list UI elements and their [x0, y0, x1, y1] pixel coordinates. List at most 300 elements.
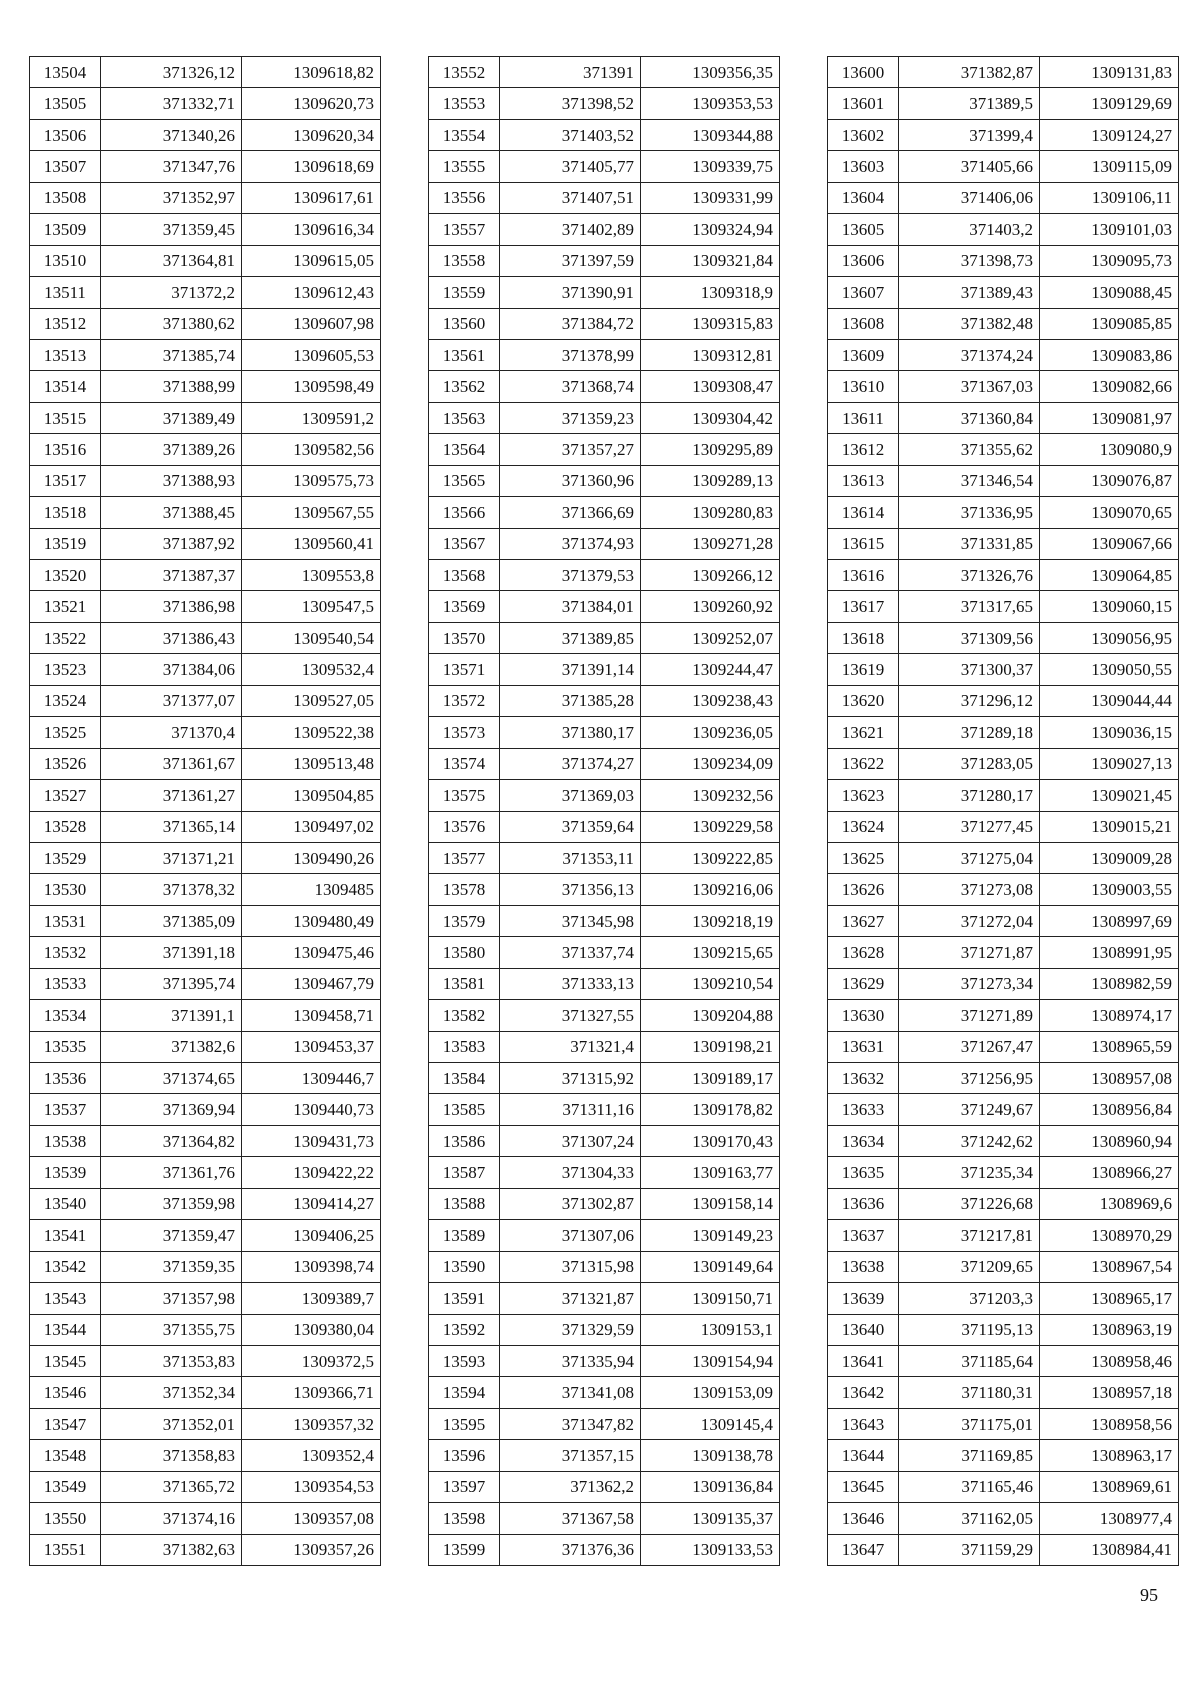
point-number-cell: 13625 — [828, 842, 899, 873]
point-number-cell: 13505 — [30, 88, 101, 119]
table-row — [429, 57, 780, 88]
x-coordinate-cell: 371226,68 — [899, 1188, 1040, 1219]
point-number-cell: 13509 — [30, 214, 101, 245]
y-coordinate-cell: 1309497,02 — [242, 811, 381, 842]
point-number-cell: 13630 — [828, 1000, 899, 1031]
x-coordinate-cell: 371326,12 — [101, 57, 242, 88]
x-coordinate-cell: 371337,74 — [500, 937, 641, 968]
table-row — [30, 654, 381, 685]
point-number-cell: 13540 — [30, 1188, 101, 1219]
x-coordinate-cell: 371317,65 — [899, 591, 1040, 622]
point-number-cell: 13644 — [828, 1440, 899, 1471]
x-coordinate-cell: 371374,27 — [500, 748, 641, 779]
x-coordinate-cell: 371405,77 — [500, 151, 641, 182]
point-number-cell: 13529 — [30, 842, 101, 873]
table-row — [828, 339, 1179, 370]
x-coordinate-cell: 371382,6 — [101, 1031, 242, 1062]
y-coordinate-cell: 1308957,08 — [1040, 1063, 1179, 1094]
point-number-cell: 13508 — [30, 182, 101, 213]
point-number-cell: 13531 — [30, 905, 101, 936]
table-row — [30, 57, 381, 88]
point-number-cell: 13615 — [828, 528, 899, 559]
point-number-cell: 13640 — [828, 1314, 899, 1345]
point-number-cell: 13567 — [429, 528, 500, 559]
y-coordinate-cell: 1309081,97 — [1040, 402, 1179, 433]
x-coordinate-cell: 371267,47 — [899, 1031, 1040, 1062]
y-coordinate-cell: 1309070,65 — [1040, 497, 1179, 528]
point-number-cell: 13568 — [429, 560, 500, 591]
y-coordinate-cell: 1309616,34 — [242, 214, 381, 245]
point-number-cell: 13538 — [30, 1125, 101, 1156]
y-coordinate-cell: 1309618,69 — [242, 151, 381, 182]
table-row — [30, 1157, 381, 1188]
table-row — [828, 214, 1179, 245]
point-number-cell: 13614 — [828, 497, 899, 528]
point-number-cell: 13576 — [429, 811, 500, 842]
page-number: 95 — [1140, 1585, 1158, 1605]
table-row — [429, 560, 780, 591]
x-coordinate-cell: 371283,05 — [899, 748, 1040, 779]
point-number-cell: 13611 — [828, 402, 899, 433]
point-number-cell: 13586 — [429, 1125, 500, 1156]
y-coordinate-cell: 1309532,4 — [242, 654, 381, 685]
x-coordinate-cell: 371385,74 — [101, 339, 242, 370]
table-row — [30, 1314, 381, 1345]
point-number-cell: 13620 — [828, 685, 899, 716]
table-row — [828, 1220, 1179, 1251]
y-coordinate-cell: 1308956,84 — [1040, 1094, 1179, 1125]
x-coordinate-cell: 371361,76 — [101, 1157, 242, 1188]
point-number-cell: 13570 — [429, 622, 500, 653]
table-row — [429, 1283, 780, 1314]
coordinates-table-right — [827, 56, 1179, 1566]
table-row — [30, 842, 381, 873]
table-row — [429, 371, 780, 402]
x-coordinate-cell: 371387,92 — [101, 528, 242, 559]
y-coordinate-cell: 1308958,56 — [1040, 1408, 1179, 1439]
point-number-cell: 13556 — [429, 182, 500, 213]
y-coordinate-cell: 1309252,07 — [641, 622, 780, 653]
x-coordinate-cell: 371357,27 — [500, 434, 641, 465]
point-number-cell: 13592 — [429, 1314, 500, 1345]
y-coordinate-cell: 1308957,18 — [1040, 1377, 1179, 1408]
point-number-cell: 13507 — [30, 151, 101, 182]
table-row — [828, 1314, 1179, 1345]
point-number-cell: 13639 — [828, 1283, 899, 1314]
point-number-cell: 13645 — [828, 1471, 899, 1502]
x-coordinate-cell: 371353,83 — [101, 1345, 242, 1376]
x-coordinate-cell: 371302,87 — [500, 1188, 641, 1219]
table-row — [828, 1471, 1179, 1502]
y-coordinate-cell: 1309124,27 — [1040, 119, 1179, 150]
table-row — [828, 1031, 1179, 1062]
x-coordinate-cell: 371359,98 — [101, 1188, 242, 1219]
x-coordinate-cell: 371347,76 — [101, 151, 242, 182]
table-row — [429, 1031, 780, 1062]
x-coordinate-cell: 371361,67 — [101, 748, 242, 779]
y-coordinate-cell: 1309136,84 — [641, 1471, 780, 1502]
x-coordinate-cell: 371369,94 — [101, 1094, 242, 1125]
y-coordinate-cell: 1309406,25 — [242, 1220, 381, 1251]
point-number-cell: 13575 — [429, 780, 500, 811]
x-coordinate-cell: 371376,36 — [500, 1534, 641, 1565]
y-coordinate-cell: 1309150,71 — [641, 1283, 780, 1314]
x-coordinate-cell: 371384,72 — [500, 308, 641, 339]
point-number-cell: 13524 — [30, 685, 101, 716]
table-row — [828, 1251, 1179, 1282]
point-number-cell: 13569 — [429, 591, 500, 622]
x-coordinate-cell: 371374,16 — [101, 1503, 242, 1534]
y-coordinate-cell: 1309357,26 — [242, 1534, 381, 1565]
x-coordinate-cell: 371367,03 — [899, 371, 1040, 402]
y-coordinate-cell: 1308982,59 — [1040, 968, 1179, 999]
y-coordinate-cell: 1309178,82 — [641, 1094, 780, 1125]
x-coordinate-cell: 371249,67 — [899, 1094, 1040, 1125]
y-coordinate-cell: 1309229,58 — [641, 811, 780, 842]
x-coordinate-cell: 371352,01 — [101, 1408, 242, 1439]
table-row — [828, 968, 1179, 999]
x-coordinate-cell: 371366,69 — [500, 497, 641, 528]
point-number-cell: 13599 — [429, 1534, 500, 1565]
table-row — [828, 1503, 1179, 1534]
point-number-cell: 13553 — [429, 88, 500, 119]
point-number-cell: 13606 — [828, 245, 899, 276]
x-coordinate-cell: 371162,05 — [899, 1503, 1040, 1534]
y-coordinate-cell: 1308997,69 — [1040, 905, 1179, 936]
x-coordinate-cell: 371377,07 — [101, 685, 242, 716]
x-coordinate-cell: 371345,98 — [500, 905, 641, 936]
y-coordinate-cell: 1309480,49 — [242, 905, 381, 936]
table-row — [30, 937, 381, 968]
y-coordinate-cell: 1309582,56 — [242, 434, 381, 465]
y-coordinate-cell: 1309312,81 — [641, 339, 780, 370]
table-row — [828, 654, 1179, 685]
table-row — [30, 1283, 381, 1314]
table-row — [429, 277, 780, 308]
point-number-cell: 13560 — [429, 308, 500, 339]
point-number-cell: 13626 — [828, 874, 899, 905]
table-row — [828, 1125, 1179, 1156]
table-row — [828, 1345, 1179, 1376]
y-coordinate-cell: 1309321,84 — [641, 245, 780, 276]
point-number-cell: 13518 — [30, 497, 101, 528]
point-number-cell: 13504 — [30, 57, 101, 88]
point-number-cell: 13603 — [828, 151, 899, 182]
point-number-cell: 13510 — [30, 245, 101, 276]
x-coordinate-cell: 371399,4 — [899, 119, 1040, 150]
point-number-cell: 13631 — [828, 1031, 899, 1062]
y-coordinate-cell: 1309163,77 — [641, 1157, 780, 1188]
y-coordinate-cell: 1309331,99 — [641, 182, 780, 213]
x-coordinate-cell: 371321,87 — [500, 1283, 641, 1314]
x-coordinate-cell: 371217,81 — [899, 1220, 1040, 1251]
point-number-cell: 13582 — [429, 1000, 500, 1031]
table-row — [828, 1283, 1179, 1314]
point-number-cell: 13597 — [429, 1471, 500, 1502]
point-number-cell: 13561 — [429, 339, 500, 370]
table-row — [30, 1000, 381, 1031]
y-coordinate-cell: 1309513,48 — [242, 748, 381, 779]
x-coordinate-cell: 371386,98 — [101, 591, 242, 622]
point-number-cell: 13528 — [30, 811, 101, 842]
y-coordinate-cell: 1309366,71 — [242, 1377, 381, 1408]
y-coordinate-cell: 1309353,53 — [641, 88, 780, 119]
x-coordinate-cell: 371398,73 — [899, 245, 1040, 276]
x-coordinate-cell: 371336,95 — [899, 497, 1040, 528]
table-row — [429, 937, 780, 968]
point-number-cell: 13604 — [828, 182, 899, 213]
point-number-cell: 13558 — [429, 245, 500, 276]
point-number-cell: 13613 — [828, 465, 899, 496]
point-number-cell: 13588 — [429, 1188, 500, 1219]
y-coordinate-cell: 1309339,75 — [641, 151, 780, 182]
point-number-cell: 13634 — [828, 1125, 899, 1156]
y-coordinate-cell: 1308963,17 — [1040, 1440, 1179, 1471]
point-number-cell: 13555 — [429, 151, 500, 182]
point-number-cell: 13635 — [828, 1157, 899, 1188]
point-number-cell: 13549 — [30, 1471, 101, 1502]
x-coordinate-cell: 371277,45 — [899, 811, 1040, 842]
point-number-cell: 13632 — [828, 1063, 899, 1094]
point-number-cell: 13598 — [429, 1503, 500, 1534]
point-number-cell: 13552 — [429, 57, 500, 88]
table-row — [828, 151, 1179, 182]
x-coordinate-cell: 371185,64 — [899, 1345, 1040, 1376]
table-row — [30, 968, 381, 999]
y-coordinate-cell: 1309153,09 — [641, 1377, 780, 1408]
y-coordinate-cell: 1309615,05 — [242, 245, 381, 276]
point-number-cell: 13523 — [30, 654, 101, 685]
y-coordinate-cell: 1309458,71 — [242, 1000, 381, 1031]
x-coordinate-cell: 371365,14 — [101, 811, 242, 842]
x-coordinate-cell: 371362,2 — [500, 1471, 641, 1502]
table-row — [828, 717, 1179, 748]
point-number-cell: 13566 — [429, 497, 500, 528]
table-row — [30, 1503, 381, 1534]
y-coordinate-cell: 1309234,09 — [641, 748, 780, 779]
table-row — [429, 874, 780, 905]
table-row — [828, 245, 1179, 276]
x-coordinate-cell: 371385,28 — [500, 685, 641, 716]
table-row — [429, 402, 780, 433]
y-coordinate-cell: 1309149,23 — [641, 1220, 780, 1251]
point-number-cell: 13511 — [30, 277, 101, 308]
point-number-cell: 13583 — [429, 1031, 500, 1062]
point-number-cell: 13564 — [429, 434, 500, 465]
point-number-cell: 13616 — [828, 560, 899, 591]
point-number-cell: 13559 — [429, 277, 500, 308]
x-coordinate-cell: 371406,06 — [899, 182, 1040, 213]
x-coordinate-cell: 371388,93 — [101, 465, 242, 496]
table-row — [30, 151, 381, 182]
point-number-cell: 13627 — [828, 905, 899, 936]
point-number-cell: 13550 — [30, 1503, 101, 1534]
y-coordinate-cell: 1309021,45 — [1040, 780, 1179, 811]
x-coordinate-cell: 371407,51 — [500, 182, 641, 213]
table-row — [429, 748, 780, 779]
table-row — [828, 874, 1179, 905]
table-row — [828, 685, 1179, 716]
table-row — [828, 560, 1179, 591]
point-number-cell: 13641 — [828, 1345, 899, 1376]
x-coordinate-cell: 371368,74 — [500, 371, 641, 402]
y-coordinate-cell: 1309567,55 — [242, 497, 381, 528]
table-row — [828, 497, 1179, 528]
y-coordinate-cell: 1309085,85 — [1040, 308, 1179, 339]
point-number-cell: 13633 — [828, 1094, 899, 1125]
point-number-cell: 13537 — [30, 1094, 101, 1125]
x-coordinate-cell: 371280,17 — [899, 780, 1040, 811]
y-coordinate-cell: 1308967,54 — [1040, 1251, 1179, 1282]
y-coordinate-cell: 1309106,11 — [1040, 182, 1179, 213]
table-row — [429, 1503, 780, 1534]
x-coordinate-cell: 371353,11 — [500, 842, 641, 873]
table-row — [30, 591, 381, 622]
table-row — [30, 874, 381, 905]
y-coordinate-cell: 1309076,87 — [1040, 465, 1179, 496]
y-coordinate-cell: 1309547,5 — [242, 591, 381, 622]
y-coordinate-cell: 1309431,73 — [242, 1125, 381, 1156]
y-coordinate-cell: 1309598,49 — [242, 371, 381, 402]
table-row — [828, 1157, 1179, 1188]
point-number-cell: 13622 — [828, 748, 899, 779]
table-row — [30, 88, 381, 119]
x-coordinate-cell: 371271,89 — [899, 1000, 1040, 1031]
y-coordinate-cell: 1309620,73 — [242, 88, 381, 119]
table-row — [429, 1188, 780, 1219]
point-number-cell: 13629 — [828, 968, 899, 999]
table-row — [429, 308, 780, 339]
point-number-cell: 13534 — [30, 1000, 101, 1031]
point-number-cell: 13618 — [828, 622, 899, 653]
x-coordinate-cell: 371359,47 — [101, 1220, 242, 1251]
y-coordinate-cell: 1309357,08 — [242, 1503, 381, 1534]
table-row — [30, 277, 381, 308]
y-coordinate-cell: 1309440,73 — [242, 1094, 381, 1125]
point-number-cell: 13520 — [30, 560, 101, 591]
table-row — [828, 1440, 1179, 1471]
x-coordinate-cell: 371273,08 — [899, 874, 1040, 905]
x-coordinate-cell: 371397,59 — [500, 245, 641, 276]
table-row — [828, 182, 1179, 213]
y-coordinate-cell: 1308970,29 — [1040, 1220, 1179, 1251]
x-coordinate-cell: 371360,96 — [500, 465, 641, 496]
table-row — [429, 1345, 780, 1376]
table-row — [30, 434, 381, 465]
x-coordinate-cell: 371389,85 — [500, 622, 641, 653]
table-row — [429, 151, 780, 182]
x-coordinate-cell: 371403,2 — [899, 214, 1040, 245]
point-number-cell: 13573 — [429, 717, 500, 748]
table-row — [429, 245, 780, 276]
x-coordinate-cell: 371374,24 — [899, 339, 1040, 370]
x-coordinate-cell: 371300,37 — [899, 654, 1040, 685]
table-row — [30, 1125, 381, 1156]
table-row — [429, 1063, 780, 1094]
x-coordinate-cell: 371341,08 — [500, 1377, 641, 1408]
table-row — [828, 308, 1179, 339]
table-row — [828, 842, 1179, 873]
point-number-cell: 13527 — [30, 780, 101, 811]
point-number-cell: 13578 — [429, 874, 500, 905]
point-number-cell: 13514 — [30, 371, 101, 402]
point-number-cell: 13547 — [30, 1408, 101, 1439]
point-number-cell: 13590 — [429, 1251, 500, 1282]
x-coordinate-cell: 371256,95 — [899, 1063, 1040, 1094]
coordinates-table-left — [29, 56, 381, 1566]
point-number-cell: 13591 — [429, 1283, 500, 1314]
y-coordinate-cell: 1309318,9 — [641, 277, 780, 308]
y-coordinate-cell: 1309289,13 — [641, 465, 780, 496]
x-coordinate-cell: 371382,63 — [101, 1534, 242, 1565]
table-row — [429, 182, 780, 213]
x-coordinate-cell: 371386,43 — [101, 622, 242, 653]
x-coordinate-cell: 371390,91 — [500, 277, 641, 308]
point-number-cell: 13623 — [828, 780, 899, 811]
y-coordinate-cell: 1309215,65 — [641, 937, 780, 968]
table-row — [828, 88, 1179, 119]
point-number-cell: 13581 — [429, 968, 500, 999]
x-coordinate-cell: 371365,72 — [101, 1471, 242, 1502]
point-number-cell: 13605 — [828, 214, 899, 245]
y-coordinate-cell: 1309003,55 — [1040, 874, 1179, 905]
point-number-cell: 13642 — [828, 1377, 899, 1408]
point-number-cell: 13535 — [30, 1031, 101, 1062]
table-row — [828, 119, 1179, 150]
point-number-cell: 13519 — [30, 528, 101, 559]
x-coordinate-cell: 371165,46 — [899, 1471, 1040, 1502]
table-row — [30, 1377, 381, 1408]
y-coordinate-cell: 1309389,7 — [242, 1283, 381, 1314]
table-row — [429, 1125, 780, 1156]
point-number-cell: 13628 — [828, 937, 899, 968]
y-coordinate-cell: 1309154,94 — [641, 1345, 780, 1376]
x-coordinate-cell: 371358,83 — [101, 1440, 242, 1471]
table-row — [429, 968, 780, 999]
table-row — [828, 1377, 1179, 1408]
point-number-cell: 13579 — [429, 905, 500, 936]
point-number-cell: 13601 — [828, 88, 899, 119]
y-coordinate-cell: 1309129,69 — [1040, 88, 1179, 119]
table-row — [429, 88, 780, 119]
x-coordinate-cell: 371175,01 — [899, 1408, 1040, 1439]
table-row — [828, 622, 1179, 653]
y-coordinate-cell: 1309244,47 — [641, 654, 780, 685]
table-row — [30, 1471, 381, 1502]
table-row — [30, 1220, 381, 1251]
x-coordinate-cell: 371346,54 — [899, 465, 1040, 496]
x-coordinate-cell: 371371,21 — [101, 842, 242, 873]
x-coordinate-cell: 371352,97 — [101, 182, 242, 213]
x-coordinate-cell: 371398,52 — [500, 88, 641, 119]
x-coordinate-cell: 371333,13 — [500, 968, 641, 999]
x-coordinate-cell: 371372,2 — [101, 277, 242, 308]
point-number-cell: 13646 — [828, 1503, 899, 1534]
point-number-cell: 13595 — [429, 1408, 500, 1439]
y-coordinate-cell: 1309238,43 — [641, 685, 780, 716]
x-coordinate-cell: 371388,99 — [101, 371, 242, 402]
x-coordinate-cell: 371378,32 — [101, 874, 242, 905]
table-row — [828, 434, 1179, 465]
x-coordinate-cell: 371391 — [500, 57, 641, 88]
point-number-cell: 13554 — [429, 119, 500, 150]
y-coordinate-cell: 1309056,95 — [1040, 622, 1179, 653]
table-row — [30, 1440, 381, 1471]
y-coordinate-cell: 1309060,15 — [1040, 591, 1179, 622]
x-coordinate-cell: 371289,18 — [899, 717, 1040, 748]
y-coordinate-cell: 1309198,21 — [641, 1031, 780, 1062]
y-coordinate-cell: 1309620,34 — [242, 119, 381, 150]
